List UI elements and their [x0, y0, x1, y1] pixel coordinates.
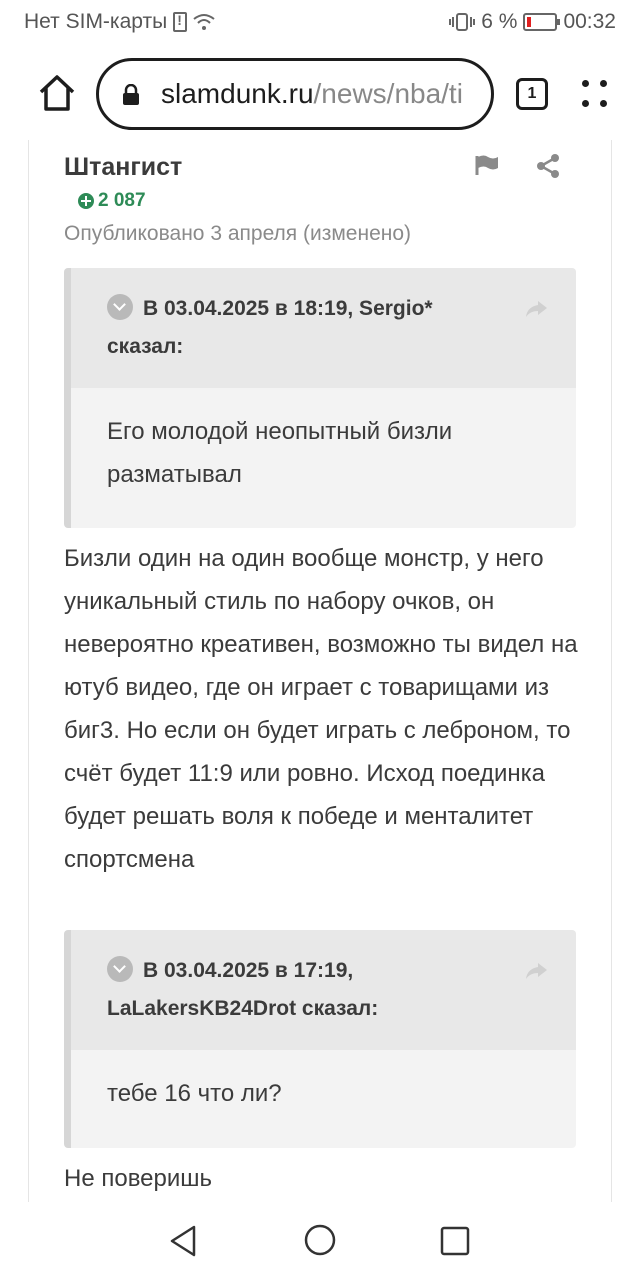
lock-icon [121, 84, 141, 106]
url-bar[interactable] [96, 58, 494, 130]
status-right [449, 10, 616, 34]
page-content [0, 140, 640, 1202]
home-icon[interactable] [36, 72, 78, 114]
system-nav-bar [0, 1202, 640, 1280]
carrier-label: Нет SIM-карты [24, 10, 168, 33]
published-date: Опубликовано 3 апреля (изменено) [64, 222, 412, 245]
flag-icon[interactable] [474, 154, 500, 181]
menu-icon[interactable] [578, 76, 610, 112]
url-text [161, 78, 463, 110]
reputation-value: 2 087 [98, 190, 146, 211]
vibrate-icon [449, 12, 475, 32]
plus-circle-icon [78, 193, 94, 209]
forward-icon[interactable] [524, 294, 548, 332]
battery-icon [523, 13, 557, 31]
post-paragraph: Не поверишь [64, 1165, 213, 1192]
url-domain: slamdunk.ru [161, 78, 314, 109]
chevron-down-icon[interactable] [107, 956, 133, 982]
post-paragraph: Бизли один на один вообще монстр, у него уникальный стиль по набору очков, он невероятно креативен, возможно ты видел на ютуб видео, где он играет с товарищами из биг3. Но если он будет играть с леброном, то счёт будет 11:9 или ровно. Исход поединка будет решать воля к победе и менталитет спортсмена [64, 545, 578, 873]
url-path: /news/nba/ti [313, 78, 463, 109]
tab-count: 1 [527, 85, 537, 102]
clock: 00:32 [563, 10, 616, 33]
status-left [24, 10, 215, 34]
quote-header-text: В 03.04.2025 в 18:19, Sergio* сказал: [107, 297, 433, 358]
wifi-icon [193, 13, 215, 31]
quote-header [71, 268, 576, 388]
quote-body: Его молодой неопытный бизли разматывал [107, 418, 453, 488]
forward-icon[interactable] [524, 956, 548, 994]
quote-header-text: В 03.04.2025 в 17:19, LaLakersKB24Drot сказал: [107, 959, 379, 1020]
quote-block [64, 930, 576, 1148]
recent-apps-icon[interactable] [440, 1226, 470, 1261]
back-icon[interactable] [168, 1224, 198, 1263]
status-bar [0, 0, 640, 44]
sim-alert-icon [173, 12, 187, 32]
home-circle-icon[interactable] [304, 1224, 336, 1261]
quote-body: тебе 16 что ли? [107, 1080, 282, 1107]
battery-percent: 6 % [481, 10, 518, 33]
chevron-down-icon[interactable] [107, 294, 133, 320]
author-name[interactable]: Штангист [64, 153, 183, 181]
quote-block [64, 268, 576, 528]
quote-header [71, 930, 576, 1050]
tabs-button[interactable] [516, 78, 548, 110]
browser-toolbar [0, 50, 640, 138]
share-icon[interactable] [536, 154, 560, 183]
reputation-badge [78, 190, 146, 212]
